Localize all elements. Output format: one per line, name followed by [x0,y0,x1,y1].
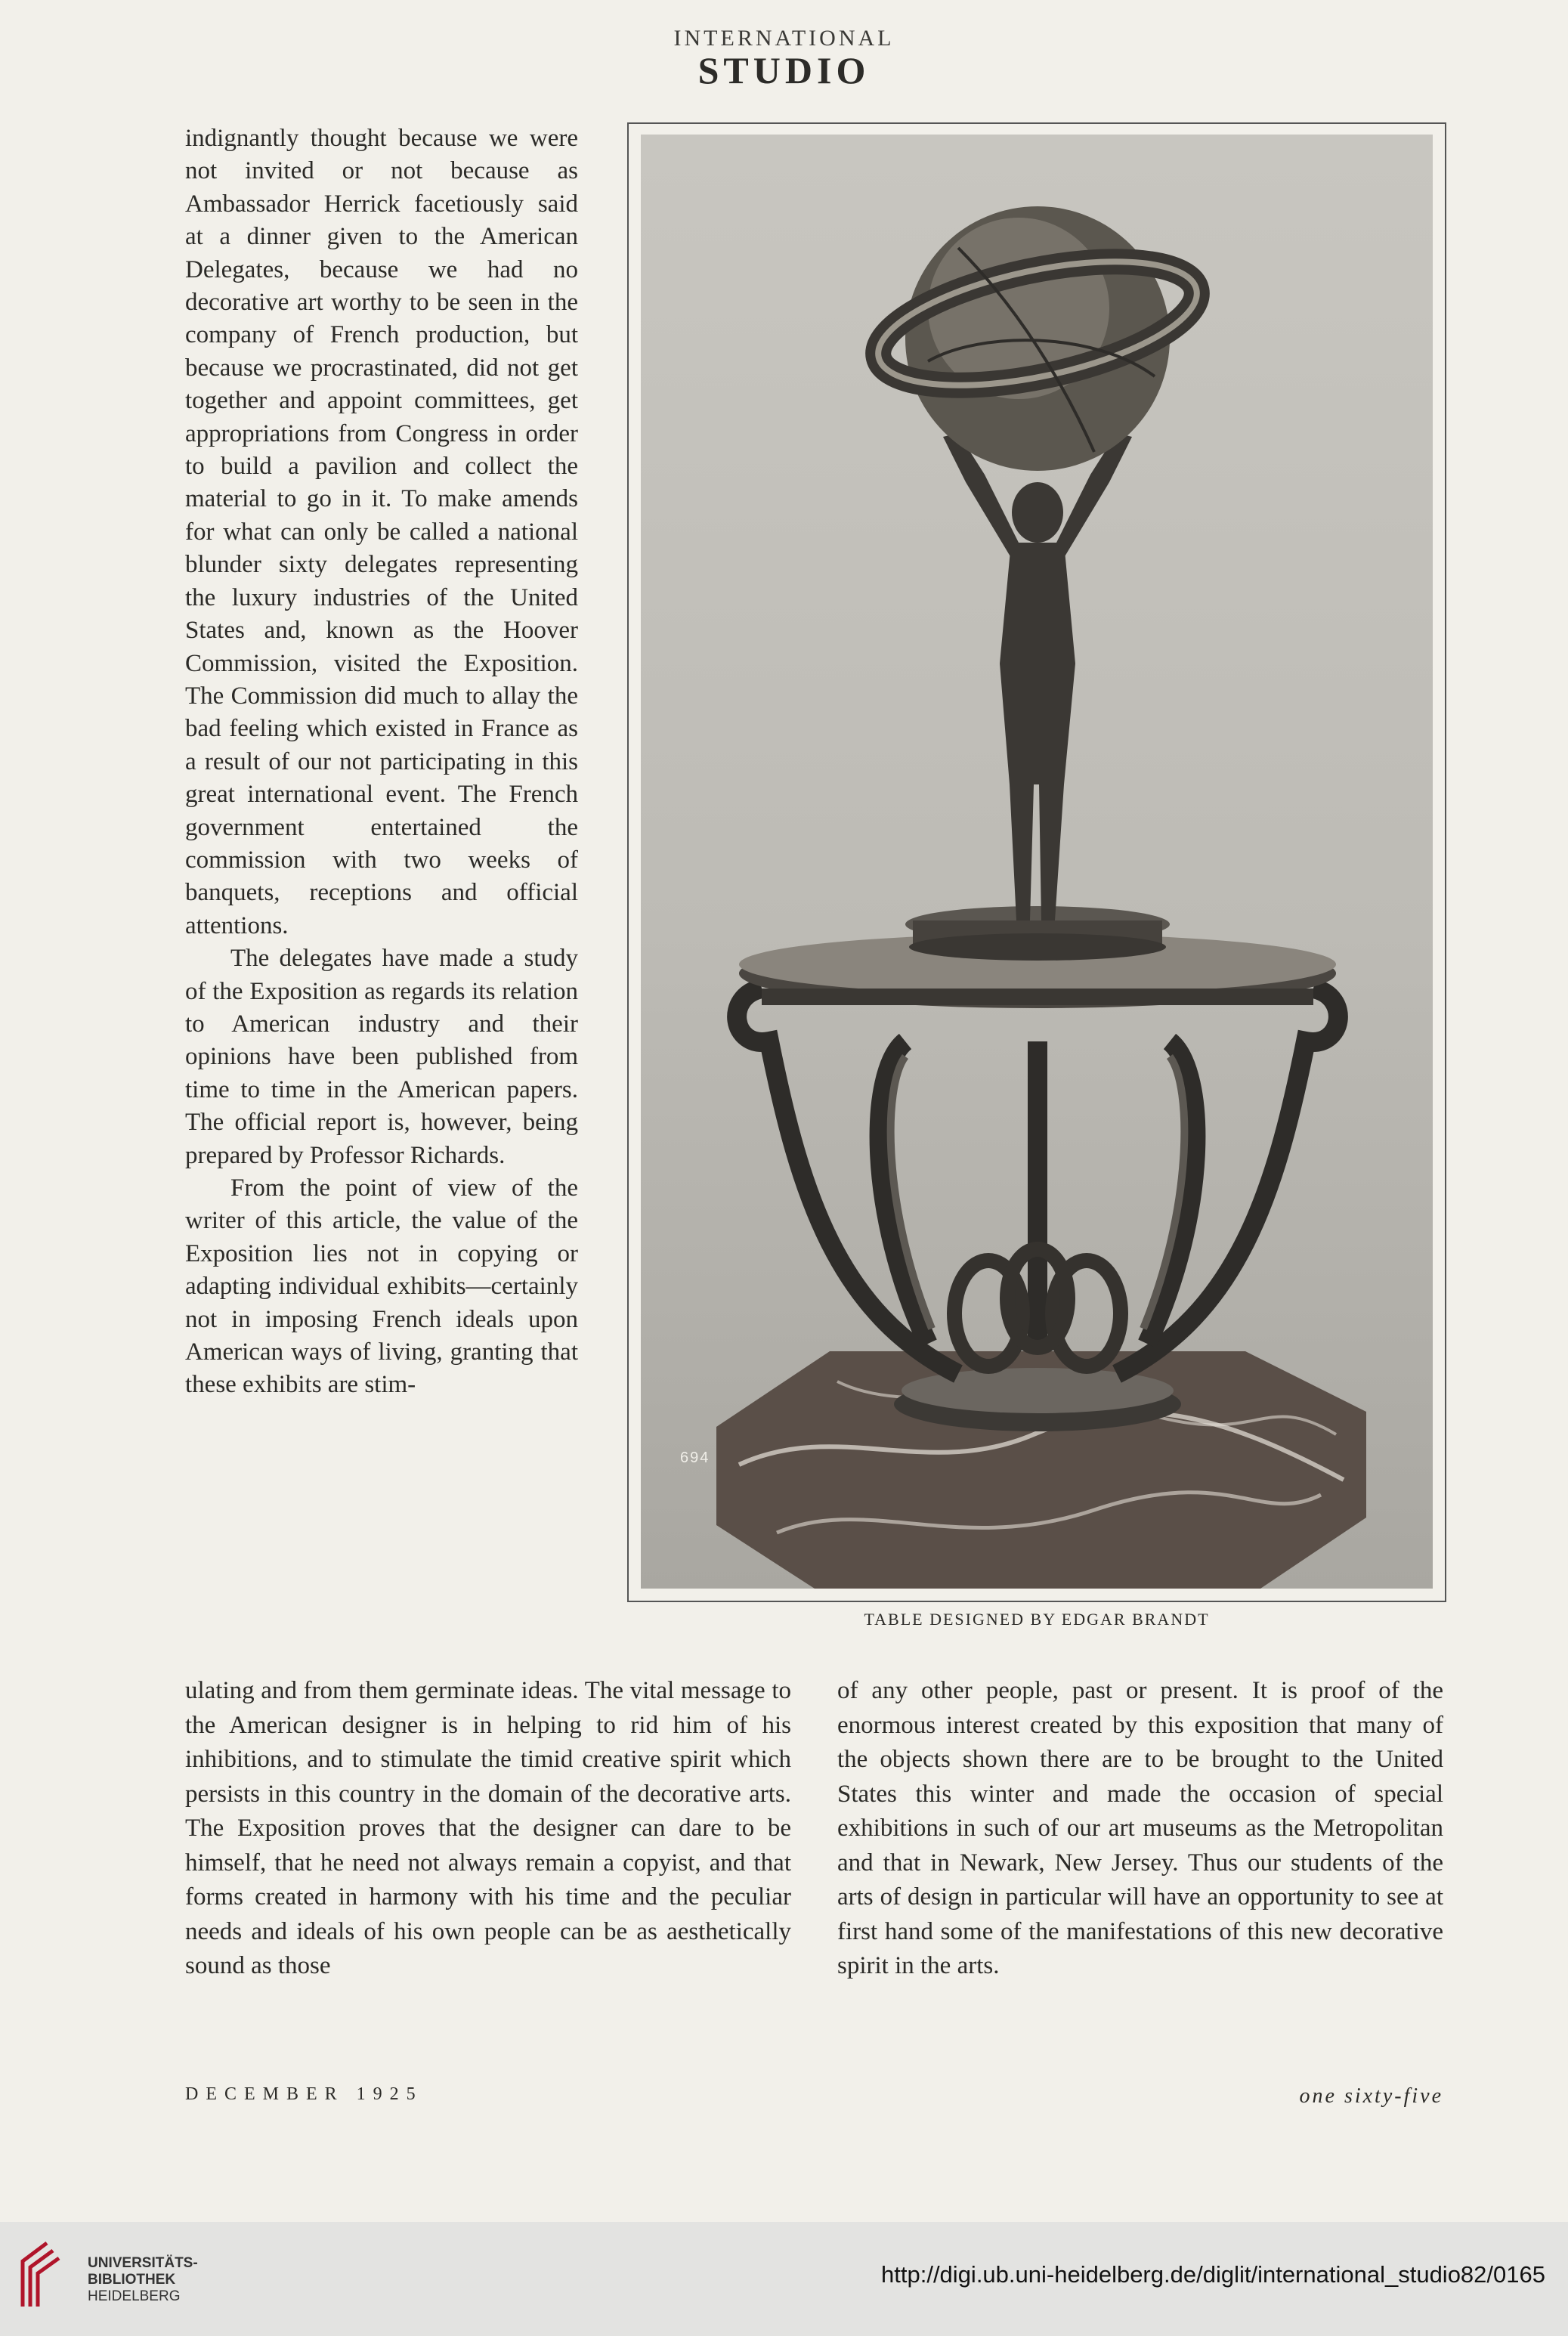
masthead-title: STUDIO [697,49,871,91]
paragraph-2: The delegates have made a study of the Exposition as regards its relation to American industry and their opinions have been published from time to time in the American papers. The official report is, however, being prepared by Professor Richards. [185,945,578,1169]
paragraph-1: indignantly thought because we were not invited or not because as Ambassador Herrick facetiously said at a dinner given to the American Delegates, because we had no decorative art worthy to be seen in the company of French production, but because we procrastinated, did not get together and appoint committees, get appropriations from Congress in order to build a pavilion and collect the material to go in it. To make amends for what can only be called a national blunder sixty delegates representing the luxury industries of the United States and, known as the Hoover Commission, visited the Exposition. The Commission did much to allay the bad feeling which existed in France as a result of our not participating in this great international event. The French government entertained the commission with two weeks of banquets, receptions and official attentions. [185,125,578,939]
library-name-line1: UNIVERSITÄTS- [88,2255,198,2271]
masthead [0,26,1568,92]
library-name-line3: HEIDELBERG [88,2288,181,2304]
library-name [88,2255,198,2305]
left-column-text [185,122,578,1402]
library-bar [0,2222,1568,2336]
wrought-legs [737,989,1338,1374]
table-photograph [641,135,1433,1589]
bottom-right-column: of any other people, past or present. It is proof of the enormous interest created by this exposition that many of the objects shown there are to be brought to the United States this winter and made the occasion of special exhibitions in such of our art museums as the Metropolitan and that in Newark, New Jersey. Thus our students of the arts of design in particular will have an opportunity to see at first hand some of the manifestations of this new decorative spirit in the arts. [837,1677,1443,1979]
page-number: one sixty-five [1299,2084,1443,2108]
bottom-left-column: ulating and from them germinate ideas. The vital message to the American designer is in helping to rid him of his inhibitions, and to stimulate the timid creative spirit which persists in this country in the domain of the decorative arts. The Exposition proves that the designer can dare to be himself, that he need not always remain a copyist, and that forms created in harmony with his time and the peculiar needs and ideals of his own people can be as aesthetically sound as those [185,1677,791,1979]
figure-caption: TABLE DESIGNED BY EDGAR BRANDT [864,1610,1210,1629]
source-url-link[interactable]: http://digi.ub.uni-heidelberg.de/diglit/international_studio82/0165 [881,2261,1545,2288]
plate-number: 694 [680,1450,710,1466]
issue-date: DECEMBER 1925 [185,2084,423,2104]
table-illustration [641,135,1433,1589]
photo-plate [627,122,1446,1602]
paragraph-3: From the point of view of the writer of this article, the value of the Exposition lies not in copying or adapting individual exhibits—certainly not in imposing French ideals upon American ways of living, granting that these exhibits are stim- [185,1174,578,1399]
masthead-line1: INTERNATIONAL [673,26,895,51]
atlas-figure [943,433,1132,920]
library-name-line2: BIBLIOTHEK [88,2272,176,2288]
library-logo-icon [17,2239,63,2311]
